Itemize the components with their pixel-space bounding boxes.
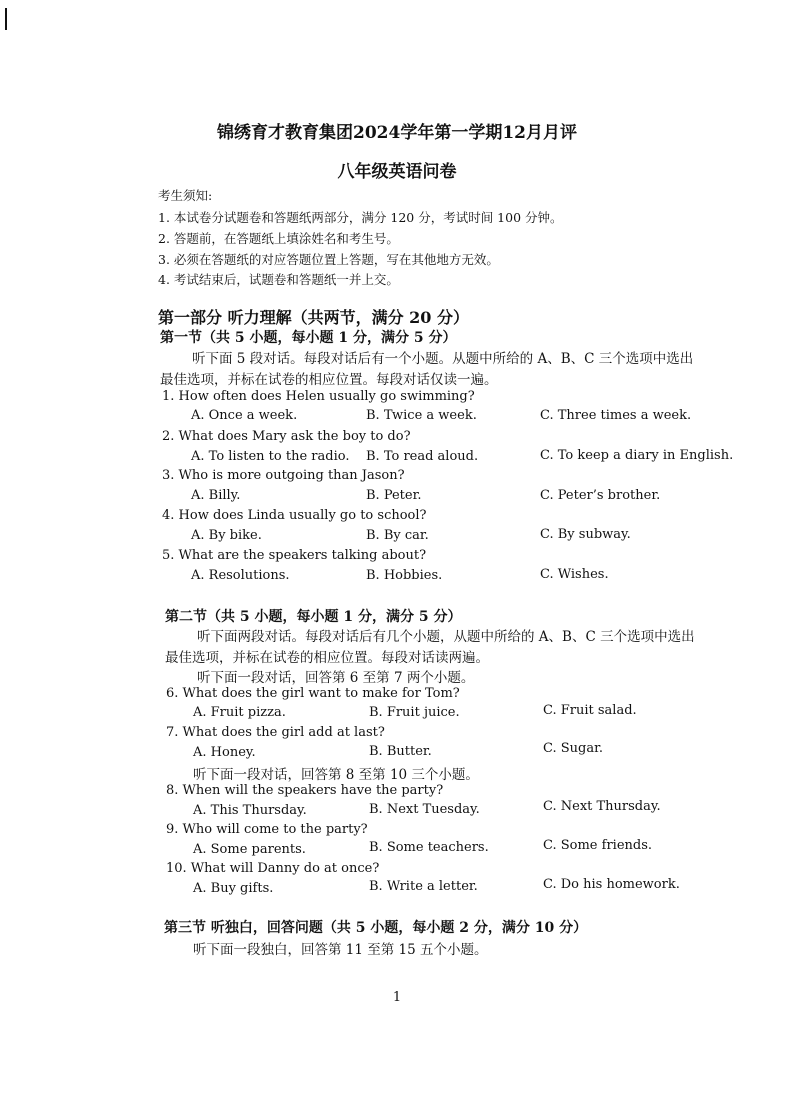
option-a: A. Fruit pizza. <box>193 705 286 720</box>
option-a: A. Resolutions. <box>191 568 290 583</box>
section1-instruction: 听下面 5 段对话。每段对话后有一个小题。从题中所给的 A、B、C 三个选项中选出 <box>192 351 694 367</box>
option-c: C. Do his homework. <box>543 877 680 892</box>
option-b: B. To read aloud. <box>366 449 479 464</box>
question-6: 6. What does the girl want to make for Tom? <box>166 686 460 701</box>
option-b: B. Butter. <box>369 744 432 759</box>
notice-item: 1. 本试卷分试题卷和答题纸两部分，满分 120 分，考试时间 100 分钟。 <box>158 210 563 225</box>
option-c: C. Wishes. <box>540 567 609 582</box>
option-a: A. To listen to the radio. <box>191 449 350 464</box>
option-c: C. Three times a week. <box>540 408 692 423</box>
option-a: A. Some parents. <box>193 842 306 857</box>
option-b: B. By car. <box>366 528 429 543</box>
option-a: A. Billy. <box>191 488 241 503</box>
option-c: C. Peter’s brother. <box>540 488 661 503</box>
option-b: B. Hobbies. <box>366 568 443 583</box>
question-7: 7. What does the girl add at last? <box>166 725 385 740</box>
section2-subinstruction: 听下面一段对话，回答第 8 至第 10 三个小题。 <box>193 767 479 783</box>
option-c: C. Fruit salad. <box>543 703 637 718</box>
section2-instruction: 最佳选项，并标在试卷的相应位置。每段对话读两遍。 <box>165 650 489 666</box>
option-c: C. By subway. <box>540 527 631 542</box>
option-a: A. Once a week. <box>191 408 298 423</box>
notice-item: 2. 答题前，在答题纸上填涂姓名和考生号。 <box>158 231 399 246</box>
option-b: B. Write a letter. <box>369 879 478 894</box>
question-3: 3. Who is more outgoing than Jason? <box>162 468 405 483</box>
option-a: A. Buy gifts. <box>193 881 274 896</box>
option-c: C. Next Thursday. <box>543 799 661 814</box>
option-c: C. To keep a diary in English. <box>540 448 734 463</box>
option-a: A. By bike. <box>191 528 262 543</box>
question-9: 9. Who will come to the party? <box>166 822 368 837</box>
section1-title: 第一节（共 5 小题，每小题 1 分，满分 5 分） <box>160 330 457 346</box>
option-c: C. Sugar. <box>543 741 604 756</box>
option-b: B. Fruit juice. <box>369 705 460 720</box>
notice-heading: 考生须知: <box>158 188 213 203</box>
section2-subinstruction: 听下面一段对话，回答第 6 至第 7 两个小题。 <box>197 670 475 686</box>
section2-title: 第二节（共 5 小题，每小题 1 分，满分 5 分） <box>165 609 462 625</box>
exam-subtitle: 八年级英语问卷 <box>337 162 457 182</box>
section2-instruction: 听下面两段对话。每段对话后有几个小题，从题中所给的 A、B、C 三个选项中选出 <box>197 629 695 645</box>
option-b: B. Twice a week. <box>366 408 477 423</box>
question-10: 10. What will Danny do at once? <box>166 861 380 876</box>
scan-mark <box>5 8 7 30</box>
question-4: 4. How does Linda usually go to school? <box>162 508 427 523</box>
option-b: B. Next Tuesday. <box>369 802 480 817</box>
option-a: A. Honey. <box>193 745 256 760</box>
option-b: B. Peter. <box>366 488 422 503</box>
section3-title: 第三节 听独白，回答问题（共 5 小题，每小题 2 分，满分 10 分） <box>164 920 588 936</box>
option-c: C. Some friends. <box>543 838 653 853</box>
question-1: 1. How often does Helen usually go swimming? <box>162 389 475 404</box>
question-5: 5. What are the speakers talking about? <box>162 548 427 563</box>
option-b: B. Some teachers. <box>369 840 489 855</box>
question-8: 8. When will the speakers have the party? <box>166 783 444 798</box>
exam-title: 锦绣育才教育集团2024学年第一学期12月月评 <box>217 123 577 143</box>
part1-title: 第一部分 听力理解（共两节，满分 20 分） <box>158 308 469 327</box>
section3-instruction: 听下面一段独白，回答第 11 至第 15 五个小题。 <box>193 942 488 958</box>
notice-item: 4. 考试结束后，试题卷和答题纸一并上交。 <box>158 272 399 287</box>
question-2: 2. What does Mary ask the boy to do? <box>162 429 411 444</box>
section1-instruction: 最佳选项，并标在试卷的相应位置。每段对话仅读一遍。 <box>160 372 498 388</box>
page-number: 1 <box>392 990 402 1005</box>
option-a: A. This Thursday. <box>193 803 307 818</box>
notice-item: 3. 必须在答题纸的对应答题位置上答题，写在其他地方无效。 <box>158 252 499 267</box>
